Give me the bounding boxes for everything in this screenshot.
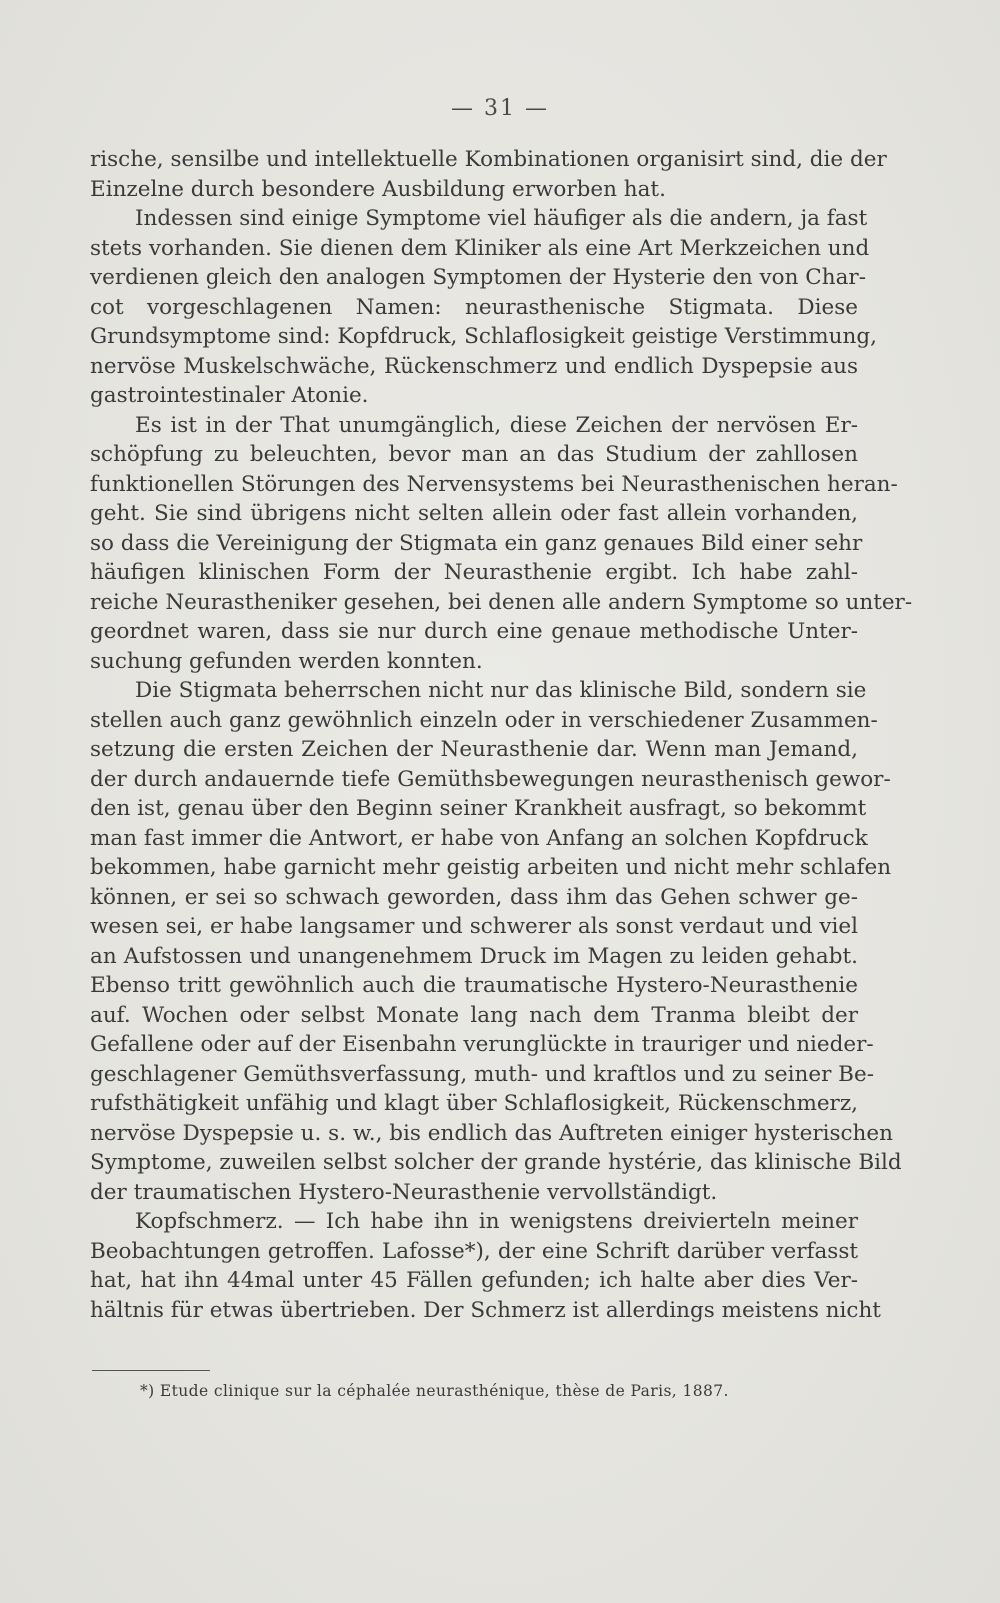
text-line: setzung die ersten Zeichen der Neurasthenie dar. Wenn man Jemand, bbox=[90, 737, 858, 762]
text-line: bekommen, habe garnicht mehr geistig arbeiten und nicht mehr schlafen bbox=[90, 855, 892, 880]
text-line: Grundsymptome sind: Kopfdruck, Schlaflosigkeit geistige Verstimmung, bbox=[90, 324, 877, 349]
text-line: geordnet waren, dass sie nur durch eine genaue methodische Unter- bbox=[90, 619, 858, 644]
text-line: Kopfschmerz. — Ich habe ihn in wenigstens dreivierteln meiner bbox=[135, 1209, 858, 1234]
text-line: Gefallene oder auf der Eisenbahn verunglückte in trauriger und nieder- bbox=[90, 1032, 874, 1057]
text-line: cot vorgeschlagenen Namen: neurasthenische Stigmata. Diese bbox=[90, 294, 858, 320]
text-line: wesen sei, er habe langsamer und schwerer als sonst verdaut und viel bbox=[90, 914, 858, 939]
footnote-divider bbox=[92, 1370, 210, 1371]
text-line: der traumatischen Hystero-Neurasthenie vervollständigt. bbox=[90, 1179, 718, 1205]
text-line: so dass die Vereinigung der Stigmata ein ganz genaues Bild einer sehr bbox=[90, 530, 863, 556]
text-line: hältnis für etwas übertrieben. Der Schmerz ist allerdings meistens nicht bbox=[90, 1297, 881, 1323]
text-line: rische, sensilbe und intellektuelle Kombinationen organisirt sind, die der bbox=[90, 147, 887, 172]
footnote: *) Etude clinique sur la céphalée neurasthénique, thèse de Paris, 1887. bbox=[140, 1382, 729, 1400]
text-line: stellen auch ganz gewöhnlich einzeln oder in verschiedener Zusammen- bbox=[90, 707, 878, 733]
text-line: an Aufstossen und unangenehmem Druck im Magen zu leiden gehabt. bbox=[90, 943, 858, 969]
text-line: häufigen klinischen Form der Neurasthenie ergibt. Ich habe zahl- bbox=[90, 560, 858, 585]
text-line: hat, hat ihn 44mal unter 45 Fällen gefunden; ich halte aber dies Ver- bbox=[90, 1268, 858, 1293]
text-line: stets vorhanden. Sie dienen dem Kliniker als eine Art Merkzeichen und bbox=[90, 235, 870, 261]
text-line: funktionellen Störungen des Nervensystems bei Neurasthenischen heran- bbox=[90, 471, 898, 497]
text-line: können, er sei so schwach geworden, dass ihm das Gehen schwer ge- bbox=[90, 884, 858, 910]
text-line: man fast immer die Antwort, er habe von Anfang an solchen Kopfdruck bbox=[90, 825, 868, 851]
text-line: den ist, genau über den Beginn seiner Krankheit ausfragt, so bekommt bbox=[90, 796, 867, 821]
text-line: der durch andauernde tiefe Gemüthsbewegungen neurasthenisch gewor- bbox=[90, 766, 891, 792]
text-line: reiche Neurastheniker gesehen, bei denen alle andern Symptome so unter- bbox=[90, 589, 913, 615]
text-line: Es ist in der That unumgänglich, diese Zeichen der nervösen Er- bbox=[135, 412, 858, 438]
text-line: suchung gefunden werden konnten. bbox=[90, 648, 483, 674]
text-line: schöpfung zu beleuchten, bevor man an das Studium der zahllosen bbox=[90, 442, 858, 467]
text-line: rufsthätigkeit unfähig und klagt über Schlaflosigkeit, Rückenschmerz, bbox=[90, 1091, 858, 1116]
text-line: Ebenso tritt gewöhnlich auch die traumatische Hystero-Neurasthenie bbox=[90, 973, 858, 998]
text-line: geschlagener Gemüthsverfassung, muth- und kraftlos und zu seiner Be- bbox=[90, 1061, 874, 1087]
text-line: verdienen gleich den analogen Symptomen der Hysterie den von Char- bbox=[90, 265, 866, 290]
body-text bbox=[90, 145, 913, 1325]
text-line: geht. Sie sind übrigens nicht selten allein oder fast allein vorhanden, bbox=[90, 501, 858, 526]
text-line: Einzelne durch besondere Ausbildung erworben hat. bbox=[90, 176, 666, 202]
text-line: Beobachtungen getroffen. Lafosse*), der eine Schrift darüber verfasst bbox=[90, 1238, 858, 1264]
text-line: gastrointestinaler Atonie. bbox=[90, 383, 369, 408]
text-line: nervöse Muskelschwäche, Rückenschmerz und endlich Dyspepsie aus bbox=[90, 353, 858, 379]
text-line: Die Stigmata beherrschen nicht nur das klinische Bild, sondern sie bbox=[135, 678, 867, 703]
text-line: auf. Wochen oder selbst Monate lang nach dem Tranma bleibt der bbox=[90, 1002, 858, 1028]
text-line: nervöse Dyspepsie u. s. w., bis endlich das Auftreten einiger hysterischen bbox=[90, 1120, 893, 1146]
text-line: Symptome, zuweilen selbst solcher der grande hystérie, das klinische Bild bbox=[90, 1150, 902, 1175]
text-line: Indessen sind einige Symptome viel häufiger als die andern, ja fast bbox=[135, 206, 868, 231]
page-number: — 31 — bbox=[451, 96, 549, 121]
